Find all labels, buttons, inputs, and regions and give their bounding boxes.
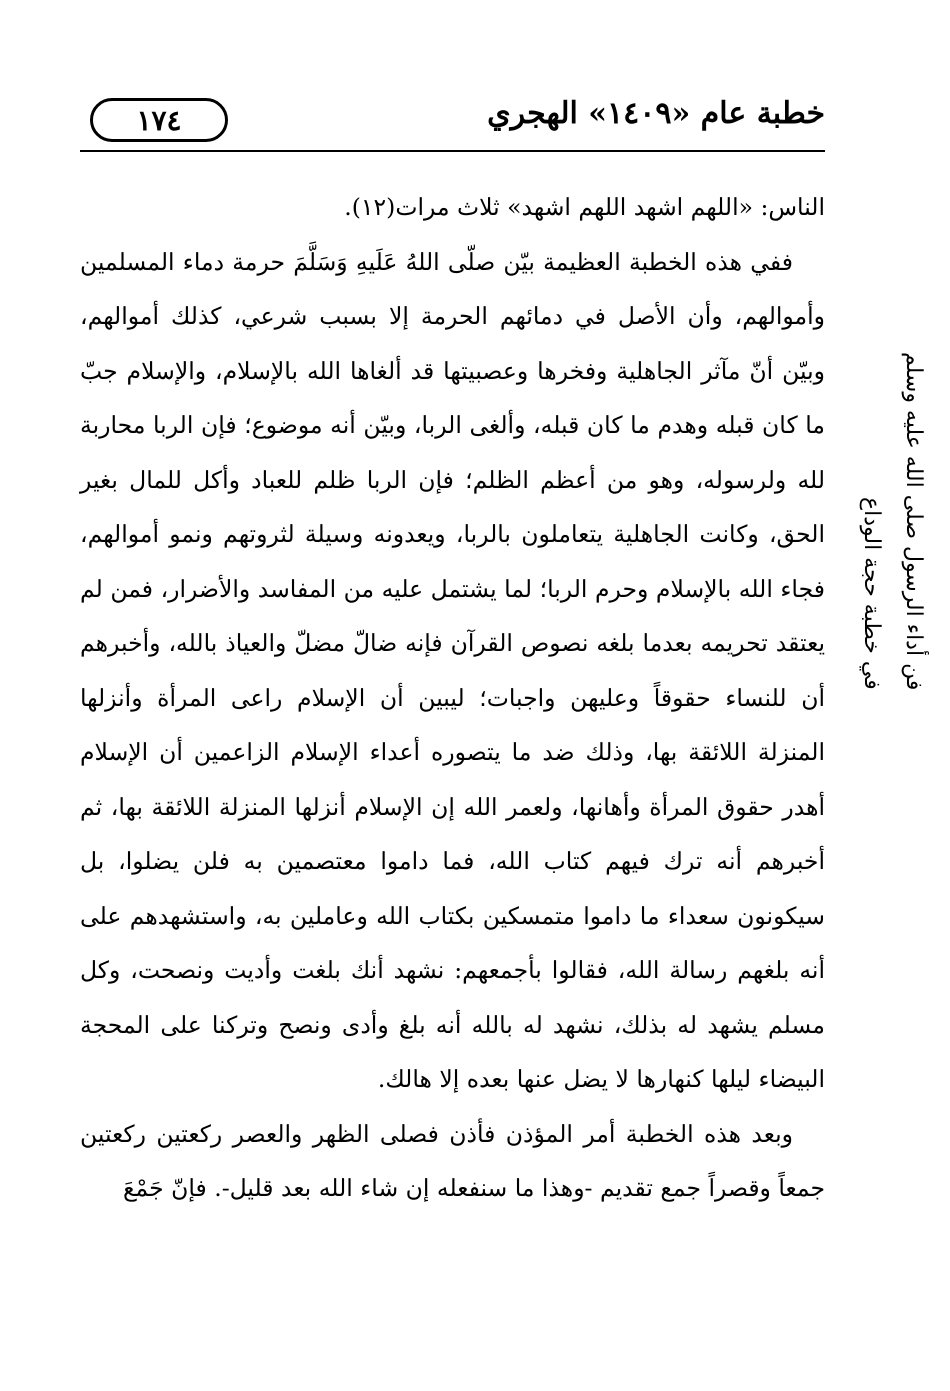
page-number-badge <box>90 98 228 142</box>
margin-note-line-1: فن أداء الرسول صلى الله عليه وسلم <box>901 351 926 690</box>
page-number: ١٧٤ <box>136 103 182 137</box>
paragraph-main: ففي هذه الخطبة العظيمة بيّن صلّى اللهُ عَلَيهِ وَسَلَّمَ حرمة دماء المسلمين وأموالهم، وأن الأصل في دمائهم الحرمة إلا بسبب شرعي، كذلك أموالهم، وبيّن أنّ مآثر الجاهلية وفخرها وعصبيتها قد ألغاها الله بالإسلام، والإسلام جبّ ما كان قبله وهدم ما كان قبله، وألغى الربا، وبيّن أنه موضوع؛ فإن الربا محاربة لله ولرسوله، وهو من أعظم الظلم؛ فإن الربا ظلم للعباد وأكل للمال بغير الحق، وكانت الجاهلية يتعاملون بالربا، ويعدونه وسيلة لثروتهم ونمو أموالهم، فجاء الله بالإسلام وحرم الربا؛ لما يشتمل عليه من المفاسد والأضرار، فمن لم يعتقد تحريمه بعدما بلغه نصوص القرآن فإنه ضالّ مضلّ والعياذ بالله، وأخبرهم أن للنساء حقوقاً وعليهن واجبات؛ ليبين أن الإسلام راعى المرأة وأنزلها المنزلة اللائقة بها، وذلك ضد ما يتصوره أعداء الإسلام الزاعمين أن الإسلام أهدر حقوق المرأة وأهانها، ولعمر الله إن الإسلام أنزلها المنزلة اللائقة بها، ثم أخبرهم أنه ترك فيهم كتاب الله، فما داموا معتصمين به فلن يضلوا، بل سيكونون سعداء ما داموا متمسكين بكتاب الله وعاملين به، واستشهدهم على أنه بلغهم رسالة الله، فقالوا بأجمعهم: نشهد أنك بلغت وأديت ونصحت، وكل مسلم يشهد له بذلك، نشهد له بالله أنه بلغ وأدى ونصح وتركنا على المحجة البيضاء ليلها كنهارها لا يضل عنها بعده إلا هالك. <box>80 247 825 1093</box>
body-text <box>80 180 825 1310</box>
page-header <box>80 92 825 152</box>
margin-note-line-2: في خطبة حجة الوداع <box>859 497 884 690</box>
paragraph-final: وبعد هذه الخطبة أمر المؤذن فأذن فصلى الظهر والعصر ركعتين ركعتين جمعاً وقصراً جمع تقديم -وهذا ما سنفعله إن شاء الله بعد قليل-. فإنّ جَمْعَ <box>80 1119 825 1202</box>
header-title: خطبة عام «١٤٠٩» الهجري <box>487 96 825 131</box>
header-divider <box>80 150 825 152</box>
paragraph-intro: الناس: «اللهم اشهد اللهم اشهد» ثلاث مرات(١٢). <box>344 193 825 221</box>
margin-note <box>842 325 934 690</box>
